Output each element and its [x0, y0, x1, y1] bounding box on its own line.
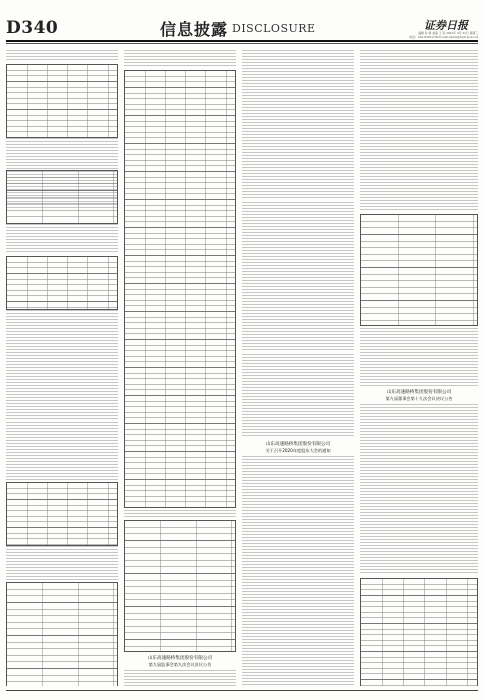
- text-block: [6, 224, 118, 254]
- data-table: [360, 214, 478, 326]
- notice-company: 山东高速路桥集团股份有限公司: [147, 656, 213, 661]
- notice-title: [124, 656, 236, 668]
- footer-rule: [6, 690, 478, 691]
- page-number: D340: [6, 18, 59, 38]
- text-block: [6, 50, 118, 62]
- text-block: [242, 202, 354, 352]
- notice-company: 山东高速路桥集团股份有限公司: [265, 442, 331, 447]
- notice-subject: 关于召开2020年度股东大会的通知: [265, 448, 331, 453]
- notice-title: [360, 390, 478, 402]
- text-block: [124, 50, 236, 68]
- masthead: [0, 0, 484, 44]
- text-block: [6, 546, 118, 580]
- text-block: [360, 328, 478, 388]
- section-title-cn: 信息披露: [160, 20, 229, 39]
- text-block: [242, 354, 354, 438]
- notice-title: [242, 442, 354, 454]
- notice-company: 山东高速路桥集团股份有限公司: [386, 390, 452, 395]
- column-3: [242, 50, 354, 686]
- data-table: [124, 520, 236, 652]
- data-table: [6, 256, 118, 310]
- data-table: [6, 582, 118, 686]
- data-table: [360, 578, 478, 686]
- text-block: [360, 404, 478, 574]
- notice-subject: 第九届监事会第九次会议决议公告: [148, 662, 212, 667]
- text-block: [6, 422, 118, 480]
- column-4: [360, 50, 478, 686]
- text-block: [124, 510, 236, 518]
- column-2: [124, 50, 236, 686]
- contact-line: 电话：010-83251730 E-mail:zqrb9@zqrb.sina.net: [409, 35, 478, 39]
- data-table: [6, 170, 118, 224]
- text-block: [6, 310, 118, 420]
- notice-subject: 第九届董事会第十九次会议决议公告: [385, 396, 453, 401]
- column-1: [6, 50, 118, 686]
- text-block: [124, 670, 236, 686]
- data-table: [6, 482, 118, 546]
- data-table: [124, 70, 236, 508]
- section-title-en: DISCLOSURE: [232, 22, 316, 35]
- data-table: [6, 64, 118, 138]
- newspaper-logo: 证券日报: [424, 19, 468, 32]
- header-rule-thick: [6, 40, 478, 42]
- text-block: [360, 50, 478, 210]
- text-block: [242, 456, 354, 686]
- text-block: [242, 50, 354, 200]
- editor-date-line: 编辑 孙 倩 美编 王 英 2021年 4月 21日 星期三: [418, 31, 478, 35]
- header-rule-thin: [6, 43, 478, 44]
